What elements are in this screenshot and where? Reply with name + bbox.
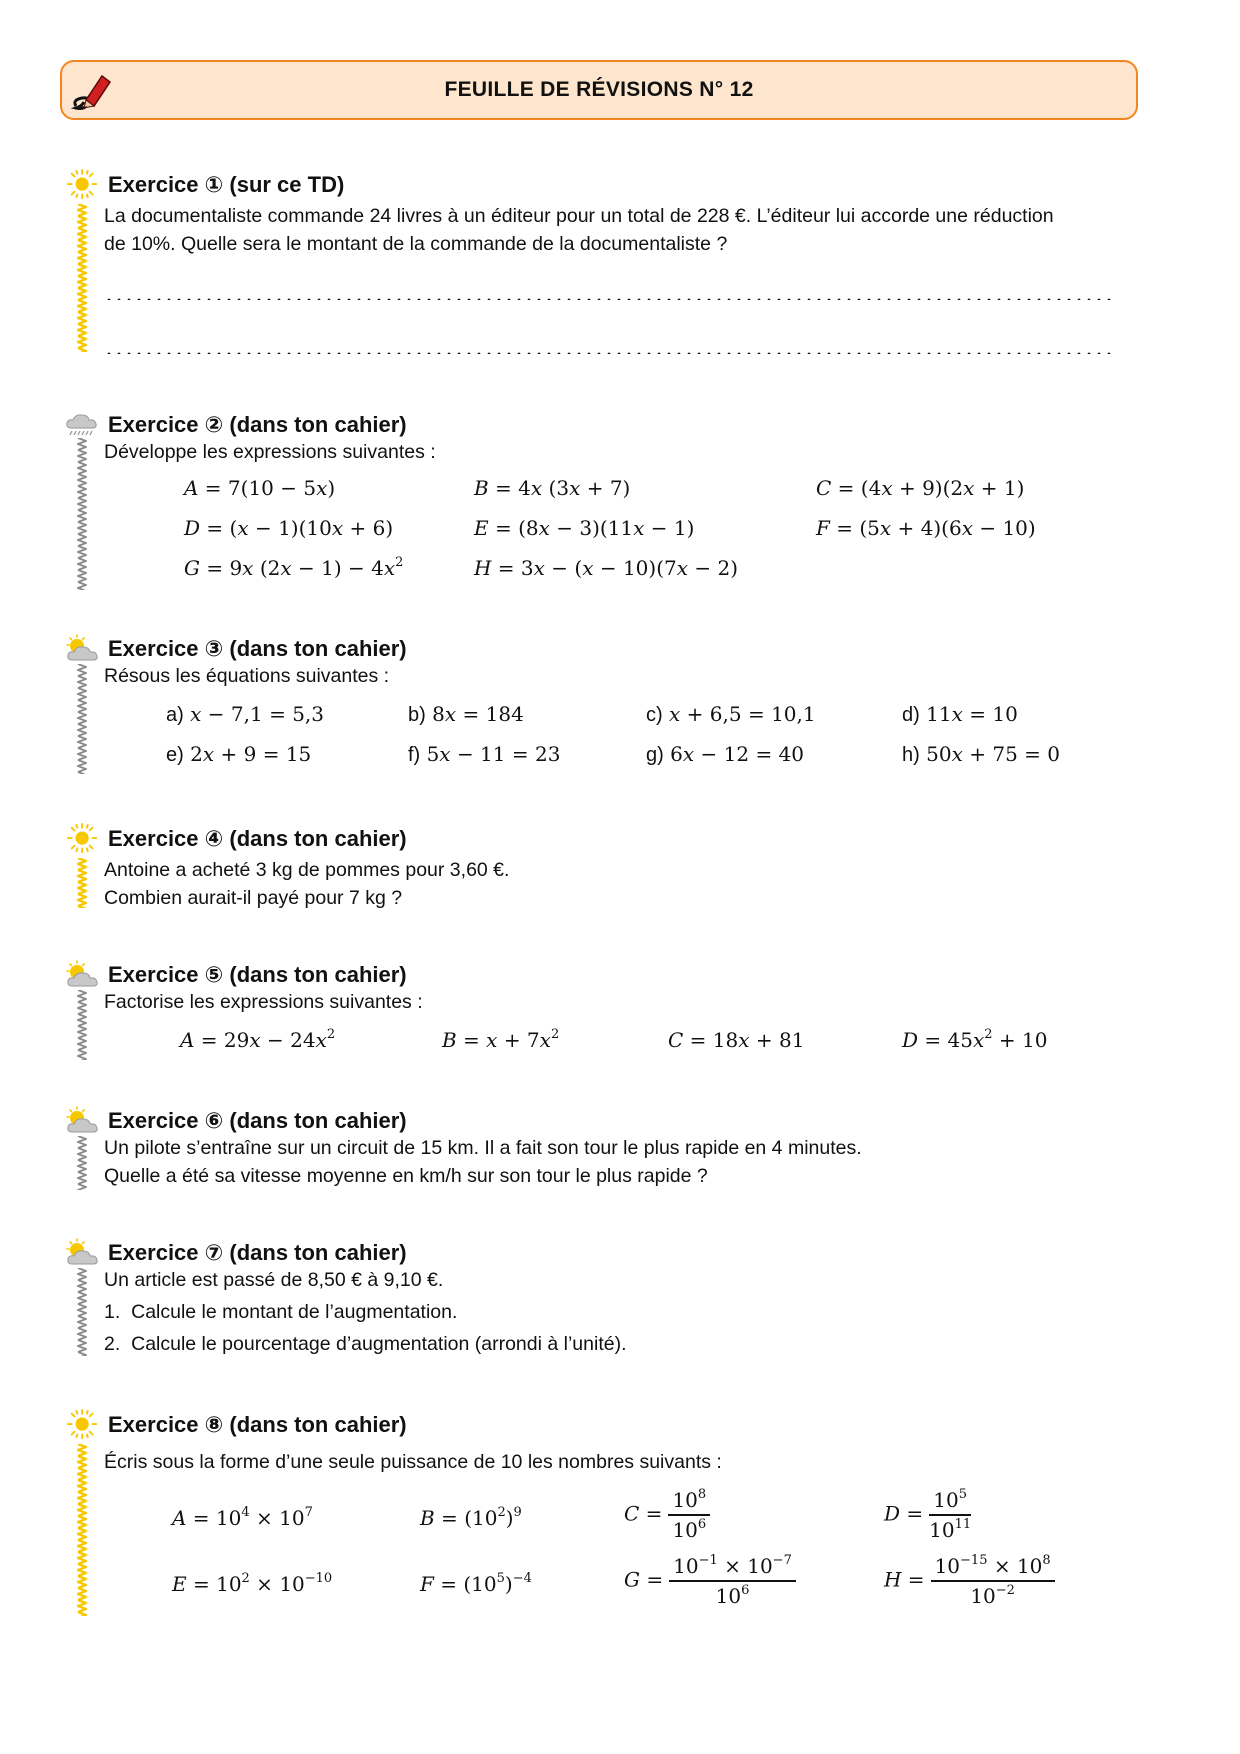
exercise-text: La documentaliste commande 24 livres à un éditeur pour un total de 228 €. L’éditeur lui accorde une réduction de 10%. Quelle sera le montant de la commande de la documentaliste ? (104, 205, 1054, 255)
exercise-3 (64, 632, 1144, 772)
exercise-text: Antoine a acheté 3 kg de pommes pour 3,60 €. Combien aurait-il payé pour 7 kg ? (104, 859, 510, 909)
exercise-5 (64, 958, 1144, 1058)
exercise-heading: Exercice ⑤ (dans ton cahier) (108, 962, 407, 987)
exercise-heading: Exercice ⑦ (dans ton cahier) (108, 1240, 407, 1265)
exercise-intro: Développe les expressions suivantes : (104, 441, 436, 463)
sun-cloud-icon (64, 1236, 104, 1270)
equation-h: h) 50𝑥 + 75 = 0 (902, 742, 1061, 766)
equation-f: f) 5𝑥 − 11 = 23 (408, 742, 561, 766)
expression-C: C = 18𝑥 + 81 (668, 1028, 805, 1052)
worksheet-header (60, 60, 1138, 120)
power-A: $A = 10^4 \times 10^7$ (172, 1505, 313, 1530)
expression-H: H = 3𝑥 − (𝑥 − 10)(7𝑥 − 2) (474, 556, 739, 580)
exercise-8 (64, 1408, 1144, 1618)
exercise-7 (64, 1236, 1144, 1356)
exercise-1 (64, 168, 1144, 358)
list-item: 2. Calcule le pourcentage d’augmentation (arrondi à l’unité). (104, 1333, 627, 1355)
power-G: G = $\frac{10^{-1} \times 10^{-7}}{10^6}$ (624, 1554, 796, 1608)
exercise-intro: Résous les équations suivantes : (104, 665, 390, 687)
equation-c: c) 𝑥 + 6,5 = 10,1 (646, 702, 816, 726)
answer-line[interactable] (104, 298, 1114, 300)
power-F: $F = (10^5)^{-4}$ (420, 1571, 532, 1596)
sun-cloud-icon (64, 632, 104, 666)
sun-cloud-icon (64, 958, 104, 992)
power-B: $B = (10^2)^9$ (420, 1505, 522, 1530)
exercise-2 (64, 408, 1144, 588)
spring-decoration (74, 664, 90, 774)
expression-D: D = (𝑥 − 1)(10𝑥 + 6) (184, 516, 394, 540)
rain-cloud-icon (64, 408, 104, 442)
exercise-heading: Exercice ④ (dans ton cahier) (108, 826, 407, 851)
exercise-text: Un article est passé de 8,50 € à 9,10 €. (104, 1269, 444, 1291)
spring-decoration (74, 1444, 90, 1616)
answer-line[interactable] (104, 352, 1114, 354)
spring-decoration (74, 990, 90, 1060)
sun-icon (64, 1408, 104, 1442)
power-E: $E = 10^2 \times 10^{-10}$ (172, 1571, 333, 1596)
power-C: C = $\frac{10^8}{10^6}$ (624, 1488, 710, 1542)
exercise-text: Un pilote s’entraîne sur un circuit de 15 km. Il a fait son tour le plus rapide en 4 minutes. Quelle a été sa vitesse moyenne en km/h sur son tour le plus rapide ? (104, 1137, 862, 1187)
spring-decoration (74, 438, 90, 590)
exercise-heading: Exercice ⑥ (dans ton cahier) (108, 1108, 407, 1133)
sun-cloud-icon (64, 1104, 104, 1138)
expression-B: B = 4𝑥 (3𝑥 + 7) (474, 476, 631, 500)
expression-C: C = (4𝑥 + 9)(2𝑥 + 1) (816, 476, 1025, 500)
power-H: H = $\frac{10^{-15} \times 10^8}{10^{-2}}$ (884, 1554, 1055, 1608)
exercise-4 (64, 822, 1144, 912)
equation-d: d) 11𝑥 = 10 (902, 702, 1018, 726)
expression-A: A = 29𝑥 − 24𝑥$^2$ (180, 1027, 336, 1052)
exercise-intro: Écris sous la forme d’une seule puissance de 10 les nombres suivants : (104, 1451, 722, 1473)
expression-D: D = 45𝑥$^2$ + 10 (902, 1027, 1048, 1052)
expression-A: A = 7(10 − 5𝑥) (184, 476, 336, 500)
spring-decoration (74, 204, 90, 352)
exercise-heading: Exercice ① (sur ce TD) (108, 172, 345, 197)
spring-decoration (74, 858, 90, 908)
power-D: D = $\frac{10^5}{10^{11}}$ (884, 1487, 972, 1542)
exercise-heading: Exercice ⑧ (dans ton cahier) (108, 1412, 407, 1437)
sun-icon (64, 168, 104, 202)
equation-b: b) 8𝑥 = 184 (408, 702, 524, 726)
expression-B: B = 𝑥 + 7𝑥$^2$ (442, 1027, 560, 1052)
spring-decoration (74, 1136, 90, 1190)
equation-g: g) 6𝑥 − 12 = 40 (646, 742, 805, 766)
spring-decoration (74, 1268, 90, 1356)
page-title: FEUILLE DE RÉVISIONS N° 12 (444, 78, 754, 101)
equation-a: a) 𝑥 − 7,1 = 5,3 (166, 702, 324, 726)
exercise-6 (64, 1104, 1144, 1194)
expression-E: E = (8𝑥 − 3)(11𝑥 − 1) (474, 516, 695, 540)
exercise-heading: Exercice ② (dans ton cahier) (108, 412, 407, 437)
expression-F: F = (5𝑥 + 4)(6𝑥 − 10) (816, 516, 1036, 540)
exercise-heading: Exercice ③ (dans ton cahier) (108, 636, 407, 661)
exercise-intro: Factorise les expressions suivantes : (104, 991, 423, 1013)
expression-G: G = 9𝑥 (2𝑥 − 1) − 4𝑥$^2$ (184, 555, 404, 580)
equation-e: e) 2𝑥 + 9 = 15 (166, 742, 312, 766)
list-item: 1. Calcule le montant de l’augmentation. (104, 1301, 458, 1323)
sun-icon (64, 822, 104, 856)
